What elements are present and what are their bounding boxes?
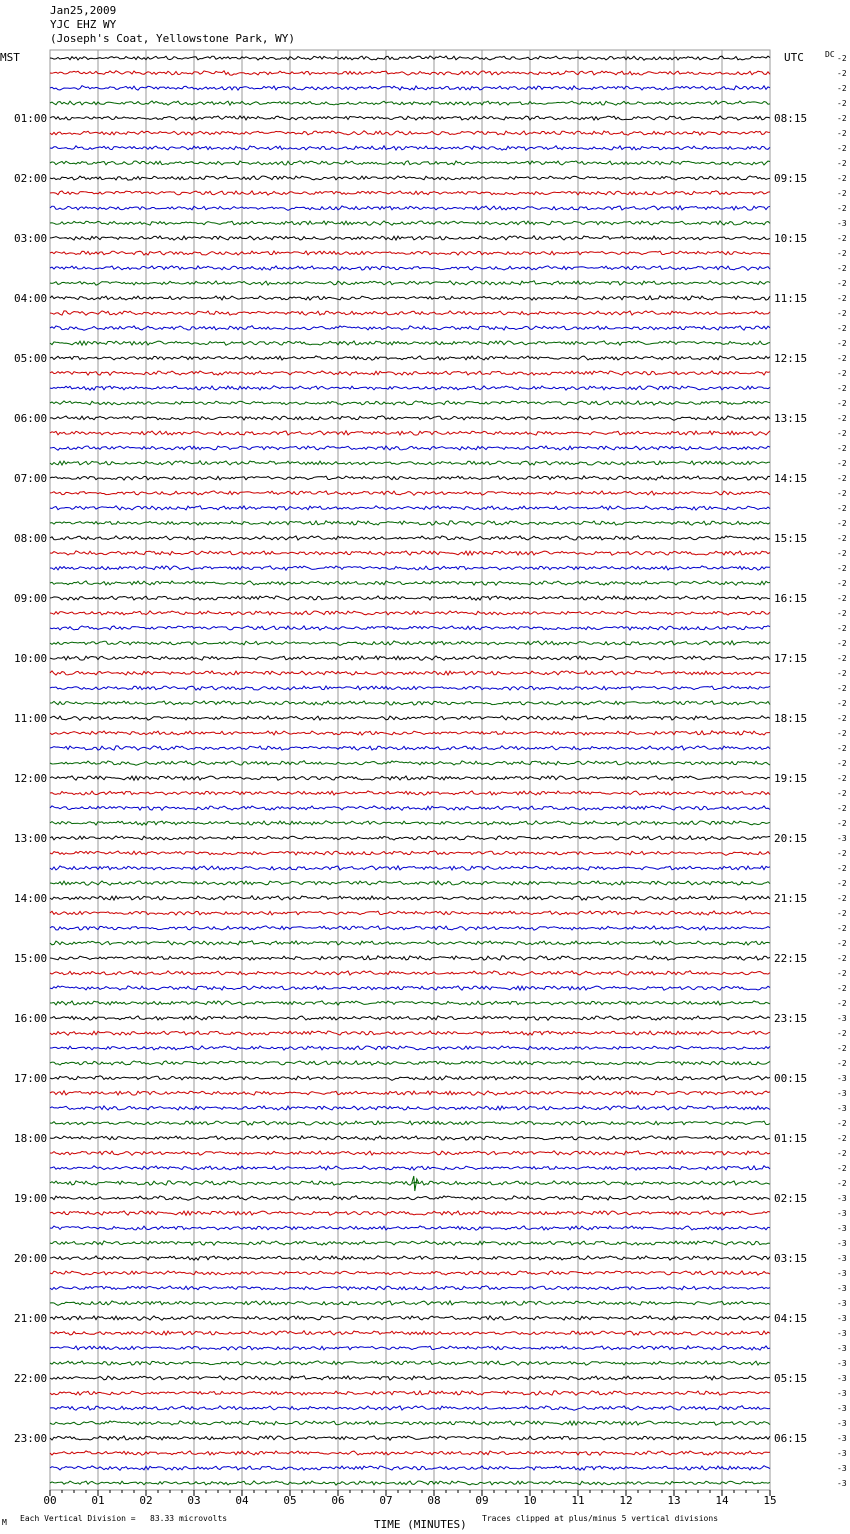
- dc-offset-label: -2: [837, 534, 847, 543]
- left-hour-label: 23:00: [14, 1432, 48, 1445]
- dc-offset-label: -2: [837, 594, 847, 603]
- dc-offset-label: -2: [837, 174, 847, 183]
- x-tick-label: 14: [715, 1494, 729, 1507]
- seismic-trace: [50, 671, 770, 675]
- dc-offset-label: -2: [837, 354, 847, 363]
- dc-offset-label: -2: [837, 939, 847, 948]
- dc-offset-label: -2: [837, 1164, 847, 1173]
- right-hour-label: 20:15: [774, 832, 808, 845]
- left-hour-label: 17:00: [14, 1072, 48, 1085]
- seismic-trace: [50, 926, 770, 930]
- left-hour-label: 12:00: [14, 772, 48, 785]
- left-hour-label: 10:00: [14, 652, 48, 665]
- left-hour-label: 08:00: [14, 532, 48, 545]
- dc-offset-label: -2: [837, 924, 847, 933]
- seismic-trace: [50, 1226, 770, 1230]
- seismic-trace: [50, 506, 770, 510]
- dc-offset-label: -2: [837, 474, 847, 483]
- dc-offset-label: -2: [837, 264, 847, 273]
- seismic-trace: [50, 1106, 770, 1110]
- seismic-trace: [50, 1196, 770, 1201]
- left-hour-label: 22:00: [14, 1372, 48, 1385]
- dc-offset-label: -2: [837, 579, 847, 588]
- dc-offset-label: -2: [837, 249, 847, 258]
- left-hour-label: 19:00: [14, 1192, 48, 1205]
- dc-offset-label: -3: [837, 1314, 847, 1323]
- left-hour-label: 21:00: [14, 1312, 48, 1325]
- right-hour-label: 19:15: [774, 772, 808, 785]
- dc-offset-label: -3: [837, 1089, 847, 1098]
- seismic-trace: [50, 236, 770, 240]
- seismic-trace: [50, 1286, 770, 1290]
- clip-note: Traces clipped at plus/minus 5 vertical divisions: [482, 1514, 719, 1523]
- dc-offset-label: -2: [837, 1179, 847, 1188]
- dc-offset-label: -3: [837, 1434, 847, 1443]
- right-hour-labels: [774, 112, 807, 1445]
- seismic-trace: [50, 626, 770, 630]
- seismic-trace: [50, 821, 770, 826]
- x-tick-label: 07: [379, 1494, 393, 1507]
- right-hour-label: 22:15: [774, 952, 808, 965]
- seismic-trace: [50, 1271, 770, 1275]
- x-tick-label: 06: [331, 1494, 345, 1507]
- seismic-trace: [50, 71, 770, 75]
- left-hour-label: 04:00: [14, 292, 48, 305]
- dc-offset-label: -2: [837, 954, 847, 963]
- seismic-trace: [50, 701, 770, 705]
- seismic-trace: [50, 86, 770, 90]
- dc-offset-label: -2: [837, 684, 847, 693]
- dc-offset-label: -2: [837, 159, 847, 168]
- dc-offset-label: -3: [837, 1374, 847, 1383]
- dc-offset-label: -2: [837, 804, 847, 813]
- right-hour-label: 02:15: [774, 1192, 808, 1205]
- seismic-trace: [50, 1031, 770, 1036]
- seismic-trace: [50, 161, 770, 165]
- dc-offset-label: -2: [837, 1119, 847, 1128]
- dc-offset-label: -2: [837, 399, 847, 408]
- seismic-trace: [50, 56, 770, 60]
- dc-offset-label: -2: [837, 504, 847, 513]
- x-tick-label: 02: [139, 1494, 153, 1507]
- left-hour-labels: [14, 112, 47, 1445]
- dc-offset-label: -3: [837, 1344, 847, 1353]
- dc-offset-label: -2: [837, 714, 847, 723]
- dc-offset-label: -3: [837, 1239, 847, 1248]
- seismic-trace: [50, 1151, 770, 1156]
- dc-offset-label: -3: [837, 1389, 847, 1398]
- seismic-trace: [50, 881, 770, 885]
- seismic-trace: [50, 1436, 770, 1440]
- seismic-trace: [50, 791, 770, 795]
- seismic-trace: [50, 851, 770, 856]
- seismic-trace: [50, 1361, 770, 1365]
- seismic-traces: [50, 56, 770, 1485]
- dc-offset-label: -2: [837, 294, 847, 303]
- dc-offset-label: -2: [837, 69, 847, 78]
- seismic-trace: [50, 356, 770, 360]
- seismic-trace: [50, 1136, 770, 1140]
- date-label: Jan25,2009: [50, 4, 117, 17]
- dc-offset-label: -2: [837, 54, 847, 63]
- dc-offset-label: -3: [837, 1074, 847, 1083]
- left-hour-label: 03:00: [14, 232, 48, 245]
- dc-offset-label: -2: [837, 864, 847, 873]
- right-hour-label: 21:15: [774, 892, 808, 905]
- seismic-trace: [50, 716, 770, 721]
- x-tick-label: 11: [571, 1494, 585, 1507]
- left-hour-label: 20:00: [14, 1252, 48, 1265]
- left-hour-label: 13:00: [14, 832, 48, 845]
- dc-offset-label: -3: [837, 1464, 847, 1473]
- dc-offset-label: -2: [837, 564, 847, 573]
- right-hour-label: 18:15: [774, 712, 808, 725]
- seismic-trace: [50, 1091, 770, 1095]
- right-hour-label: 09:15: [774, 172, 808, 185]
- seismic-trace: [50, 266, 770, 270]
- seismic-trace: [50, 1421, 770, 1425]
- seismic-trace: [50, 146, 770, 150]
- dc-offset-label: -2: [837, 699, 847, 708]
- seismic-trace: [50, 476, 770, 480]
- x-axis-ticks: [43, 1490, 776, 1507]
- left-hour-label: 07:00: [14, 472, 48, 485]
- seismic-trace: [50, 686, 770, 690]
- seismic-trace: [50, 1316, 770, 1320]
- dc-offset-label: -2: [837, 819, 847, 828]
- left-hour-label: 11:00: [14, 712, 48, 725]
- dc-offset-label: -2: [837, 414, 847, 423]
- left-hour-label: 06:00: [14, 412, 48, 425]
- seismic-trace: [50, 551, 770, 555]
- dc-offset-label: -2: [837, 549, 847, 558]
- left-hour-label: 05:00: [14, 352, 48, 365]
- location-label: (Joseph's Coat, Yellowstone Park, WY): [50, 32, 296, 45]
- seismic-trace: [50, 101, 770, 105]
- right-hour-label: 06:15: [774, 1432, 808, 1445]
- seismic-trace: [50, 431, 770, 435]
- footer-marker: M: [2, 1518, 7, 1527]
- seismic-trace: [50, 386, 770, 391]
- dc-offset-label: -2: [837, 909, 847, 918]
- x-tick-label: 00: [43, 1494, 57, 1507]
- seismic-trace: [50, 491, 770, 495]
- dc-offset-label: -2: [837, 99, 847, 108]
- seismic-trace: [50, 281, 770, 285]
- dc-offset-label: -2: [837, 114, 847, 123]
- seismic-trace: [50, 566, 770, 570]
- right-hour-label: 03:15: [774, 1252, 808, 1265]
- right-hour-label: 16:15: [774, 592, 808, 605]
- seismic-trace: [50, 986, 770, 990]
- dc-offset-label: -2: [837, 279, 847, 288]
- right-hour-label: 00:15: [774, 1072, 808, 1085]
- dc-offset-label: -2: [837, 519, 847, 528]
- seismic-trace: [50, 611, 770, 615]
- seismic-trace: [50, 1121, 770, 1125]
- x-tick-label: 04: [235, 1494, 249, 1507]
- dc-offset-label: -2: [837, 654, 847, 663]
- seismic-trace: [50, 371, 770, 375]
- seismic-trace: [50, 1241, 770, 1245]
- x-tick-label: 08: [427, 1494, 441, 1507]
- dc-offset-label: -3: [837, 1269, 847, 1278]
- dc-offset-label: -3: [837, 1284, 847, 1293]
- dc-offset-label: -3: [837, 1404, 847, 1413]
- seismic-trace: [50, 296, 770, 300]
- dc-offset-label: -2: [837, 144, 847, 153]
- right-hour-label: 08:15: [774, 112, 808, 125]
- dc-offset-label: -2: [837, 894, 847, 903]
- right-hour-label: 15:15: [774, 532, 808, 545]
- seismic-trace: [50, 311, 770, 315]
- right-hour-label: 17:15: [774, 652, 808, 665]
- dc-offset-label: -2: [837, 1134, 847, 1143]
- left-hour-label: 09:00: [14, 592, 48, 605]
- right-hour-label: 10:15: [774, 232, 808, 245]
- dc-offset-label: -2: [837, 234, 847, 243]
- dc-offset-label: -3: [837, 1209, 847, 1218]
- left-hour-label: 14:00: [14, 892, 48, 905]
- seismic-trace: [50, 1046, 770, 1050]
- seismic-trace: [50, 956, 770, 960]
- left-hour-label: 15:00: [14, 952, 48, 965]
- dc-offset-label: -2: [837, 444, 847, 453]
- dc-offset-label: -3: [837, 1359, 847, 1368]
- seismic-trace: [50, 1256, 770, 1261]
- dc-offset-label: -3: [837, 1014, 847, 1023]
- seismic-trace: [50, 1331, 770, 1335]
- dc-offset-label: -2: [837, 744, 847, 753]
- dc-offset-label: -2: [837, 489, 847, 498]
- dc-offset-label: -2: [837, 639, 847, 648]
- seismic-trace: [50, 656, 770, 660]
- seismic-trace: [50, 761, 770, 766]
- seismic-trace: [50, 911, 770, 915]
- seismic-trace: [50, 1481, 770, 1485]
- x-axis-title: TIME (MINUTES): [374, 1518, 467, 1531]
- dc-offset-label: -3: [837, 1224, 847, 1233]
- right-timezone-label: UTC: [784, 51, 804, 64]
- seismic-trace: [50, 131, 770, 135]
- x-tick-label: 01: [91, 1494, 105, 1507]
- seismic-trace: [50, 776, 770, 780]
- right-hour-label: 11:15: [774, 292, 808, 305]
- dc-offset-label: -2: [837, 879, 847, 888]
- dc-offset-label: -3: [837, 1299, 847, 1308]
- seismic-trace: [50, 941, 770, 945]
- seismic-trace: [50, 1451, 770, 1455]
- dc-offset-label: -3: [837, 1419, 847, 1428]
- seismic-trace: [50, 1211, 770, 1215]
- dc-offset-labels: [837, 54, 847, 1488]
- dc-offset-label: -3: [837, 1194, 847, 1203]
- dc-offset-label: -2: [837, 984, 847, 993]
- seismic-trace: [50, 461, 770, 465]
- dc-offset-label: -2: [837, 339, 847, 348]
- dc-offset-label: -2: [837, 774, 847, 783]
- seismic-trace: [50, 836, 770, 840]
- seismic-trace: [50, 896, 770, 900]
- seismic-trace: [50, 206, 770, 211]
- x-tick-label: 09: [475, 1494, 489, 1507]
- seismic-trace: [50, 1301, 770, 1306]
- seismic-trace: [50, 1076, 770, 1081]
- dc-offset-label: -3: [837, 1104, 847, 1113]
- dc-offset-label: -2: [837, 1059, 847, 1068]
- seismic-trace: [50, 326, 770, 331]
- seismic-trace: [50, 581, 770, 585]
- seismic-trace: [50, 341, 770, 345]
- right-hour-label: 05:15: [774, 1372, 808, 1385]
- x-tick-label: 05: [283, 1494, 297, 1507]
- left-hour-label: 16:00: [14, 1012, 48, 1025]
- seismic-trace: [50, 1166, 770, 1170]
- seismic-trace: [50, 731, 770, 735]
- seismic-trace: [50, 1376, 770, 1380]
- seismic-trace: [50, 1001, 770, 1005]
- seismic-trace: [50, 1061, 770, 1065]
- seismic-trace: [50, 191, 770, 195]
- x-tick-label: 12: [619, 1494, 633, 1507]
- dc-offset-label: -2: [837, 384, 847, 393]
- dc-offset-label: -2: [837, 669, 847, 678]
- dc-offset-label: -2: [837, 1149, 847, 1158]
- dc-offset-label: -2: [837, 1044, 847, 1053]
- dc-offset-label: -2: [837, 759, 847, 768]
- seismic-trace: [50, 1016, 770, 1020]
- left-hour-label: 01:00: [14, 112, 48, 125]
- left-hour-label: 02:00: [14, 172, 48, 185]
- dc-offset-label: -3: [837, 1449, 847, 1458]
- dc-offset-label: -3: [837, 834, 847, 843]
- dc-offset-label: -2: [837, 999, 847, 1008]
- dc-offset-label: -2: [837, 609, 847, 618]
- seismic-trace: [50, 641, 770, 646]
- dc-offset-label: -2: [837, 729, 847, 738]
- seismic-trace: [50, 1346, 770, 1350]
- seismic-trace: [50, 1391, 770, 1395]
- dc-offset-label: -2: [837, 849, 847, 858]
- seismic-trace: [50, 1466, 770, 1471]
- dc-offset-label: -3: [837, 1329, 847, 1338]
- seismic-trace: [50, 746, 770, 750]
- dc-offset-label: -2: [837, 429, 847, 438]
- seismic-trace: [50, 596, 770, 601]
- right-hour-label: 14:15: [774, 472, 808, 485]
- right-hour-label: 13:15: [774, 412, 808, 425]
- dc-header-label: DC: [825, 50, 835, 59]
- left-hour-label: 18:00: [14, 1132, 48, 1145]
- dc-offset-label: -3: [837, 1479, 847, 1488]
- dc-offset-label: -2: [837, 189, 847, 198]
- seismic-trace: [50, 521, 770, 525]
- seismic-trace: [50, 416, 770, 421]
- dc-offset-label: -2: [837, 204, 847, 213]
- seismic-trace: [50, 1181, 770, 1185]
- scale-note: Each Vertical Division = 83.33 microvolts: [20, 1514, 228, 1523]
- seismic-trace: [50, 866, 770, 870]
- dc-offset-label: -2: [837, 969, 847, 978]
- seismic-trace: [50, 1406, 770, 1411]
- x-tick-label: 13: [667, 1494, 681, 1507]
- dc-offset-label: -2: [837, 324, 847, 333]
- dc-offset-label: -2: [837, 789, 847, 798]
- x-tick-label: 10: [523, 1494, 537, 1507]
- seismic-trace: [50, 806, 770, 810]
- dc-offset-label: -2: [837, 309, 847, 318]
- seismic-trace: [50, 251, 770, 255]
- right-hour-label: 04:15: [774, 1312, 808, 1325]
- dc-offset-label: -3: [837, 219, 847, 228]
- seismic-trace: [50, 221, 770, 225]
- x-tick-label: 15: [763, 1494, 777, 1507]
- station-label: YJC EHZ WY: [50, 18, 117, 31]
- seismic-trace: [50, 176, 770, 180]
- dc-offset-label: -2: [837, 129, 847, 138]
- x-tick-label: 03: [187, 1494, 201, 1507]
- seismic-trace: [50, 446, 770, 450]
- right-hour-label: 01:15: [774, 1132, 808, 1145]
- seismic-trace: [50, 116, 770, 120]
- left-timezone-label: MST: [0, 51, 20, 64]
- dc-offset-label: -3: [837, 1254, 847, 1263]
- right-hour-label: 23:15: [774, 1012, 808, 1025]
- seismic-trace: [50, 971, 770, 976]
- dc-offset-label: -2: [837, 624, 847, 633]
- right-hour-label: 12:15: [774, 352, 808, 365]
- dc-offset-label: -2: [837, 369, 847, 378]
- seismic-trace: [50, 536, 770, 541]
- dc-offset-label: -2: [837, 459, 847, 468]
- dc-offset-label: -2: [837, 1029, 847, 1038]
- dc-offset-label: -2: [837, 84, 847, 93]
- seismic-trace: [50, 401, 770, 405]
